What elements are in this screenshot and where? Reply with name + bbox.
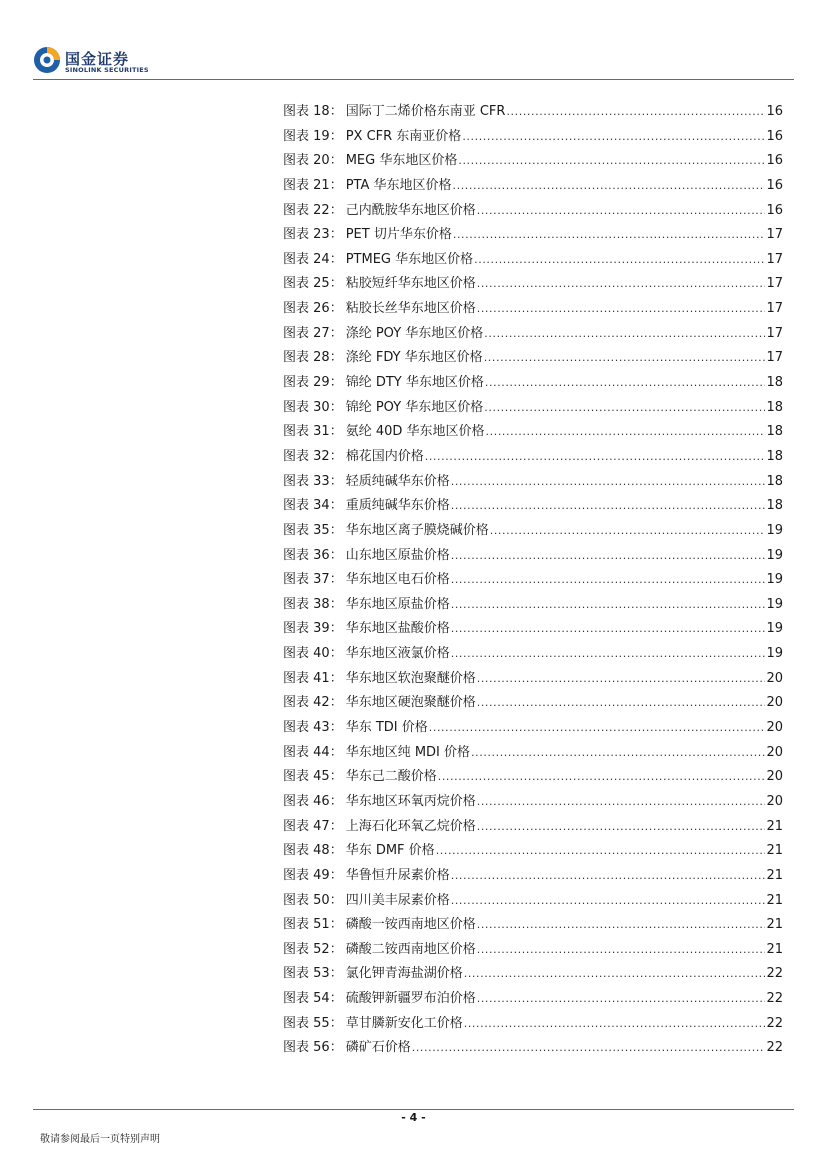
toc-figure-label: 图表 25 [283,276,330,292]
toc-colon: ： [329,276,343,292]
toc-figure-label: 图表 38 [283,596,330,612]
toc-colon: ： [329,473,343,489]
toc-figure-title: 华鲁恒升尿素价格 [345,867,450,883]
toc-entry[interactable] [283,322,783,347]
toc-dot-leader [477,913,766,938]
toc-figure-title: 锦纶 POY 华东地区价格 [345,399,484,415]
toc-dot-leader [436,839,766,864]
toc-page-number: 19 [766,596,783,612]
sinolink-logo-icon [33,46,61,74]
toc-dot-leader [451,593,766,618]
toc-page-number: 22 [766,991,783,1007]
toc-dot-leader [474,248,765,273]
toc-figure-label: 图表 56 [283,1040,330,1056]
toc-page-number: 18 [766,448,783,464]
toc-figure-title: MEG 华东地区价格 [345,153,458,169]
toc-colon: ： [329,301,343,317]
toc-dot-leader [458,149,765,174]
toc-entry[interactable] [283,1012,783,1037]
toc-entry[interactable] [283,174,783,199]
toc-entry[interactable] [283,938,783,963]
toc-dot-leader [429,716,766,741]
toc-figure-title: 棉花国内价格 [345,448,424,464]
toc-figure-label: 图表 55 [283,1015,330,1031]
toc-colon: ： [329,670,343,686]
toc-entry[interactable] [283,248,783,273]
toc-entry[interactable] [283,962,783,987]
toc-dot-leader [477,987,766,1012]
toc-page-number: 19 [766,547,783,563]
toc-figure-title: PTA 华东地区价格 [345,177,452,193]
toc-dot-leader [490,519,766,544]
toc-page-number: 19 [766,621,783,637]
toc-figure-title: 华东地区原盐价格 [345,596,450,612]
toc-figure-label: 图表 29 [283,375,330,391]
toc-figure-label: 图表 21 [283,177,330,193]
toc-figure-title: 重质纯碱华东价格 [345,498,450,514]
toc-entry[interactable] [283,864,783,889]
toc-figure-label: 图表 54 [283,991,330,1007]
toc-entry[interactable] [283,519,783,544]
toc-dot-leader [451,568,766,593]
toc-dot-leader [477,938,766,963]
toc-entry[interactable] [283,568,783,593]
toc-dot-leader [453,174,766,199]
toc-page-number: 21 [766,917,783,933]
toc-colon: ： [329,350,343,366]
toc-figure-title: PTMEG 华东地区价格 [345,251,474,267]
toc-dot-leader [484,396,765,421]
toc-figure-label: 图表 18 [283,104,330,119]
toc-colon: ： [329,818,343,834]
page-header [0,0,827,82]
toc-page-number: 17 [766,350,783,366]
toc-page-number: 21 [766,818,783,834]
toc-colon: ： [329,1040,343,1056]
toc-dot-leader [464,1012,766,1037]
toc-page-number: 17 [766,325,783,341]
toc-figure-title: 硫酸钾新疆罗布泊价格 [345,991,476,1007]
toc-entry[interactable] [283,445,783,470]
toc-page-number: 17 [766,301,783,317]
toc-figure-title: PET 切片华东价格 [345,227,452,243]
toc-entry[interactable] [283,765,783,790]
toc-dot-leader [471,741,765,766]
toc-entry[interactable] [283,544,783,569]
toc-colon: ： [329,177,343,193]
toc-entry[interactable] [283,716,783,741]
toc-figure-label: 图表 30 [283,399,330,415]
toc-dot-leader [451,494,766,519]
toc-page-number: 20 [766,769,783,785]
toc-entry[interactable] [283,272,783,297]
toc-figure-label: 图表 26 [283,301,330,317]
toc-figure-label: 图表 23 [283,227,330,243]
toc-figure-title: 华东地区盐酸价格 [345,621,450,637]
toc-dot-leader [477,272,766,297]
toc-dot-leader [425,445,766,470]
toc-figure-label: 图表 48 [283,843,330,859]
toc-page-number: 22 [766,1040,783,1056]
toc-figure-title: 四川美丰尿素价格 [345,892,450,908]
toc-colon: ： [329,966,343,982]
toc-figure-title: 华东地区离子膜烧碱价格 [345,522,489,538]
toc-figure-title: 华东地区硬泡聚醚价格 [345,695,476,711]
toc-figure-title: 上海石化环氧乙烷价格 [345,818,476,834]
toc-page-number: 21 [766,843,783,859]
toc-figure-label: 图表 35 [283,522,330,538]
toc-entry[interactable] [283,494,783,519]
toc-dot-leader [484,346,766,371]
toc-entry[interactable] [283,1036,783,1061]
toc-dot-leader [486,420,766,445]
toc-figure-title: 磷酸一铵西南地区价格 [345,917,476,933]
toc-figure-label: 图表 39 [283,621,330,637]
toc-figure-label: 图表 41 [283,670,330,686]
toc-colon: ： [329,522,343,538]
toc-entry[interactable] [283,642,783,667]
toc-figure-label: 图表 46 [283,793,330,809]
toc-dot-leader [477,691,766,716]
toc-figure-label: 图表 37 [283,572,330,588]
toc-colon: ： [329,375,343,391]
toc-colon: ： [329,596,343,612]
toc-figure-title: 国际丁二烯价格东南亚 CFR [345,104,506,119]
toc-figure-title: 磷酸二铵西南地区价格 [345,941,476,957]
toc-colon: ： [329,991,343,1007]
toc-colon: ： [329,695,343,711]
toc-dot-leader [506,100,765,125]
toc-page-number: 20 [766,695,783,711]
toc-colon: ： [329,498,343,514]
toc-page-number: 21 [766,867,783,883]
toc-colon: ： [329,744,343,760]
toc-figure-label: 图表 27 [283,325,330,341]
toc-page-number: 17 [766,276,783,292]
toc-entry[interactable] [283,346,783,371]
toc-entry[interactable] [283,396,783,421]
toc-entry[interactable] [283,199,783,224]
toc-figure-title: 华东地区软泡聚醚价格 [345,670,476,686]
toc-figure-label: 图表 52 [283,941,330,957]
toc-page-number: 16 [766,104,783,119]
toc-colon: ： [329,941,343,957]
toc-figure-title: 锦纶 DTY 华东地区价格 [345,375,484,391]
toc-page-number: 18 [766,473,783,489]
footer-rule [33,1109,794,1110]
toc-dot-leader [438,765,766,790]
toc-figure-label: 图表 24 [283,251,330,267]
toc-colon: ： [329,769,343,785]
toc-figure-label: 图表 22 [283,202,330,218]
toc-dot-leader [451,864,766,889]
toc-colon: ： [329,793,343,809]
toc-figure-label: 图表 36 [283,547,330,563]
toc-colon: ： [329,325,343,341]
toc-dot-leader [464,962,766,987]
toc-page-number: 16 [766,177,783,193]
toc-figure-title: PX CFR 东南亚价格 [345,128,462,144]
toc-figure-title: 粘胶短纤华东地区价格 [345,276,476,292]
toc-colon: ： [329,892,343,908]
toc-figure-title: 华东 TDI 价格 [345,720,428,736]
toc-dot-leader [477,790,766,815]
toc-page-number: 21 [766,892,783,908]
toc-entry[interactable] [283,913,783,938]
toc-page-number: 20 [766,793,783,809]
toc-page-number: 18 [766,424,783,440]
toc-figure-label: 图表 51 [283,917,330,933]
toc-dot-leader [477,815,766,840]
header-rule [33,79,794,80]
toc-entry[interactable] [283,667,783,692]
toc-figure-label: 图表 32 [283,448,330,464]
toc-page-number: 21 [766,941,783,957]
toc-figure-label: 图表 45 [283,769,330,785]
toc-colon: ： [329,621,343,637]
toc-dot-leader [477,667,766,692]
figure-index-list [283,100,783,1061]
toc-entry[interactable] [283,889,783,914]
toc-dot-leader [477,199,766,224]
toc-figure-title: 涤纶 POY 华东地区价格 [345,325,484,341]
toc-figure-title: 草甘膦新安化工价格 [345,1015,463,1031]
toc-entry[interactable] [283,420,783,445]
toc-colon: ： [329,227,343,243]
toc-colon: ： [329,843,343,859]
toc-colon: ： [329,1015,343,1031]
toc-entry[interactable] [283,125,783,150]
toc-entry[interactable] [283,470,783,495]
toc-entry[interactable] [283,297,783,322]
toc-figure-title: 华东己二酸价格 [345,769,437,785]
toc-entry[interactable] [283,223,783,248]
toc-figure-title: 华东地区液氯价格 [345,646,450,662]
toc-figure-label: 图表 34 [283,498,330,514]
toc-figure-title: 粘胶长丝华东地区价格 [345,301,476,317]
toc-figure-label: 图表 44 [283,744,330,760]
toc-colon: ： [329,917,343,933]
toc-colon: ： [329,572,343,588]
toc-colon: ： [329,424,343,440]
toc-colon: ： [329,202,343,218]
toc-figure-title: 磷矿石价格 [345,1040,411,1056]
toc-entry[interactable] [283,149,783,174]
toc-dot-leader [451,470,766,495]
toc-dot-leader [451,889,766,914]
toc-dot-leader [451,642,766,667]
toc-dot-leader [451,544,766,569]
toc-colon: ： [329,720,343,736]
toc-figure-label: 图表 47 [283,818,330,834]
page-number: - 4 - [401,1111,426,1124]
toc-figure-title: 氨纶 40D 华东地区价格 [345,424,485,440]
toc-entry[interactable] [283,100,783,125]
toc-figure-label: 图表 40 [283,646,330,662]
toc-page-number: 16 [766,202,783,218]
toc-figure-title: 涤纶 FDY 华东地区价格 [345,350,483,366]
toc-page-number: 22 [766,1015,783,1031]
toc-figure-label: 图表 42 [283,695,330,711]
toc-colon: ： [329,251,343,267]
toc-entry[interactable] [283,691,783,716]
toc-page-number: 22 [766,966,783,982]
toc-figure-title: 华东地区环氧丙烷价格 [345,793,476,809]
toc-colon: ： [329,128,343,144]
toc-dot-leader [485,371,766,396]
logo-chinese-name: 国金证券 [65,50,130,68]
toc-page-number: 19 [766,646,783,662]
toc-figure-title: 氯化钾青海盐湖价格 [345,966,463,982]
toc-figure-label: 图表 43 [283,720,330,736]
toc-entry[interactable] [283,593,783,618]
toc-figure-label: 图表 19 [283,128,330,144]
toc-figure-title: 山东地区原盐价格 [345,547,450,563]
toc-page-number: 18 [766,399,783,415]
toc-entry[interactable] [283,790,783,815]
toc-dot-leader [412,1036,766,1061]
toc-page-number: 16 [766,153,783,169]
toc-page-number: 20 [766,744,783,760]
toc-entry[interactable] [283,741,783,766]
toc-colon: ： [329,448,343,464]
toc-colon: ： [329,153,343,169]
toc-colon: ： [329,646,343,662]
toc-entry[interactable] [283,371,783,396]
toc-page-number: 17 [766,251,783,267]
toc-dot-leader [451,617,766,642]
toc-entry[interactable] [283,839,783,864]
toc-figure-label: 图表 53 [283,966,330,982]
company-logo [33,46,153,78]
toc-dot-leader [477,297,766,322]
toc-figure-title: 轻质纯碱华东价格 [345,473,450,489]
toc-entry[interactable] [283,617,783,642]
toc-colon: ： [329,867,343,883]
toc-figure-title: 己内酰胺华东地区价格 [345,202,476,218]
toc-figure-title: 华东 DMF 价格 [345,843,435,859]
toc-page-number: 17 [766,227,783,243]
toc-figure-label: 图表 20 [283,153,330,169]
toc-dot-leader [484,322,765,347]
toc-page-number: 19 [766,522,783,538]
toc-entry[interactable] [283,987,783,1012]
toc-page-number: 18 [766,375,783,391]
toc-figure-label: 图表 33 [283,473,330,489]
toc-page-number: 20 [766,670,783,686]
toc-colon: ： [329,547,343,563]
toc-dot-leader [462,125,765,150]
toc-page-number: 20 [766,720,783,736]
disclaimer-text: 敬请参阅最后一页特别声明 [40,1134,160,1145]
logo-english-name: SINOLINK SECURITIES [65,66,149,74]
toc-page-number: 18 [766,498,783,514]
toc-figure-title: 华东地区纯 MDI 价格 [345,744,471,760]
toc-dot-leader [453,223,766,248]
toc-entry[interactable] [283,815,783,840]
toc-figure-label: 图表 49 [283,867,330,883]
toc-colon: ： [329,399,343,415]
toc-page-number: 19 [766,572,783,588]
toc-figure-label: 图表 31 [283,424,330,440]
toc-colon: ： [329,104,343,119]
toc-figure-label: 图表 50 [283,892,330,908]
toc-figure-title: 华东地区电石价格 [345,572,450,588]
toc-page-number: 16 [766,128,783,144]
toc-figure-label: 图表 28 [283,350,330,366]
